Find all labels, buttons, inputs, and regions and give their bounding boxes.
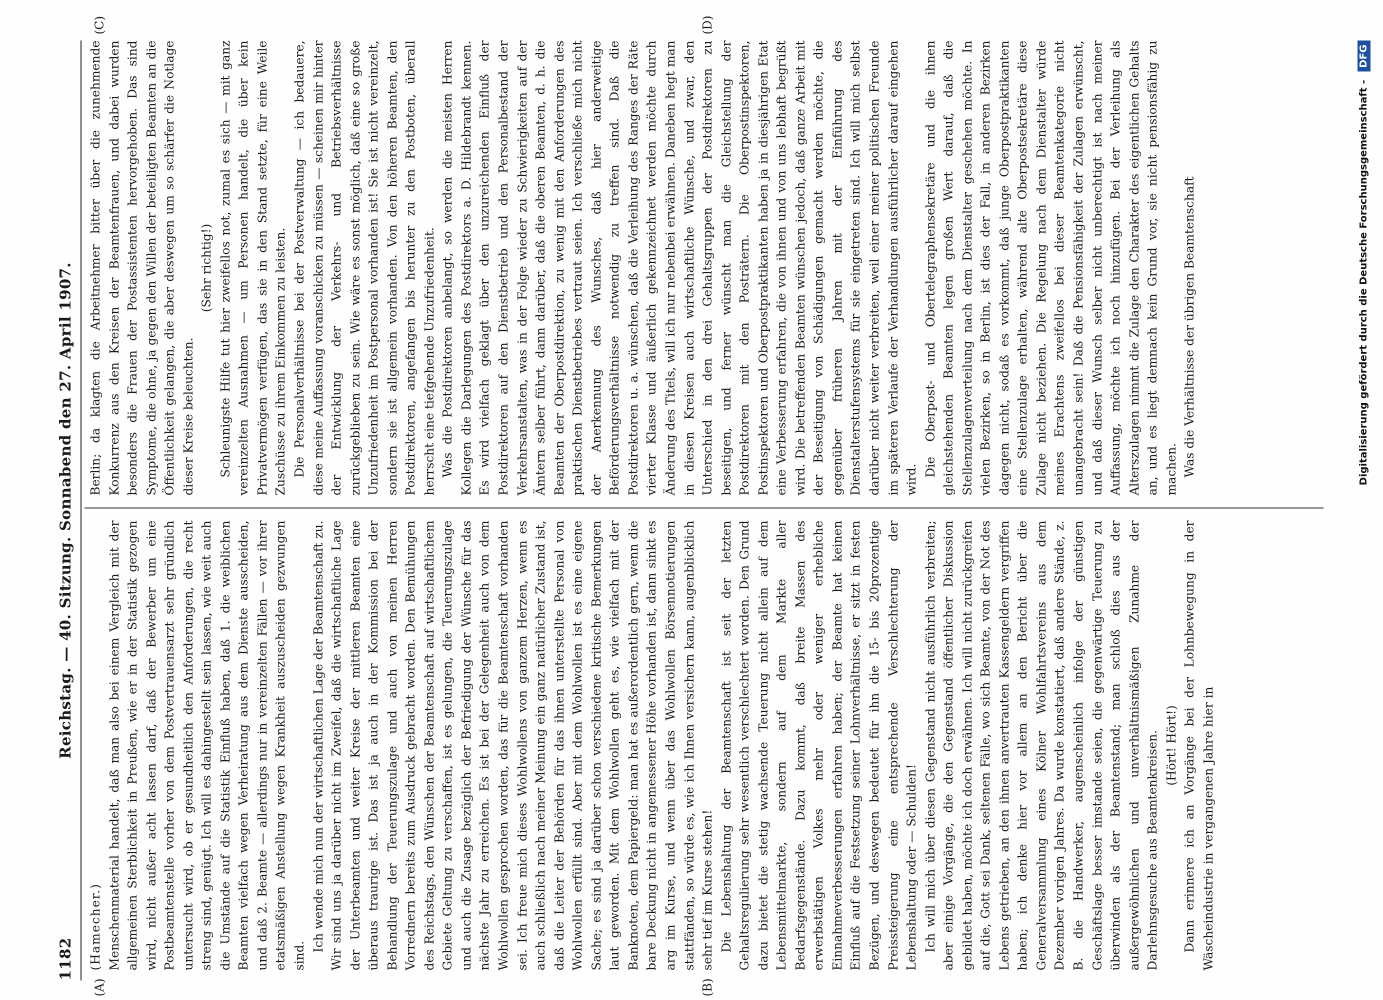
column-divider <box>84 507 1323 508</box>
paragraph: Berlin; da klagten die Arbeitnehmer bitter über die zunehmende Konkurrenz aus den Kreisen der Beamtenfrauen, und dabei wurden besonders die Frauen der Postassistenten hervorgehoben. Das sind Symptome, die ohne, ja gegen den Willen der beteiligten Beamten an die Öffentlichkeit gelangen, die aber deswegen um so schärfer die Notlage dieser Kreise beleuchten. <box>88 40 195 495</box>
paragraph: Dann erinnere ich an Vorgänge bei der Lohnbewegung in der Wäscheindustrie in vergangenen Jahre hier in <box>1182 520 1215 970</box>
margin-mark-c: (C) <box>92 15 106 34</box>
page-number: 1182 <box>56 937 74 980</box>
paragraph: Die Oberpost- und Obertelegraphensekretäre und die ihnen gleichstehenden Beamten legen großen Wert darauf, daß die Stellenzulagenverteilung nach dem Dienstalter geschehen möchte. In vielen Bezirken, so in Berlin, ist dies der Fall, in anderen Bezirken dagegen nicht, sodaß es vorkommt, daß junge Oberpostpraktikanten eine Stellenzulage erhalten, während alte Oberpostsekretäre diese Zulage nicht beziehen. Die Regelung nach dem Dienstalter würde meines Erachtens zweifellos bei dieser Beamtenkategorie nicht unangebracht sein! Daß die Pensionsfähigkeit der Zulagen erwünscht, und daß dieser Wunsch selber nicht unberechtigt ist nach meiner Auffassung, möchte ich noch hinzufügen. Bei der Verleihung als Alterszulagen nimmt die Zulage den Charakter des eigentlichen Gehalts an, und es liegt demnach kein Grund vor, sie nicht pensionsfähig zu machen. <box>922 40 1178 495</box>
margin-mark-b: (B) <box>700 977 714 996</box>
page-header <box>56 40 80 980</box>
margin-mark-a: (A) <box>92 977 106 996</box>
credit-text: Digitalisierung gefördert durch die Deutsche Forschungsgemeinschaft - <box>1358 79 1369 485</box>
header-rule <box>80 40 81 980</box>
paragraph: Schleunigste Hilfe tut hier zweifellos not, zumal es sich — mit ganz vereinzelten Ausnahmen — um Personen handelt, die über kein Privatvermögen verfügen, das sie in den Stand setzte, für eine Weile Zuschüsse zu ihrem Einkommen zu leisten. <box>217 40 288 495</box>
interjection: (Sehr richtig!) <box>199 223 214 312</box>
paragraph: Menschenmaterial handelt, daß man also bei einem Vergleich mit der allgemeinen Sterblichkeit in Preußen, wie er in der Statistik gezogen wird, nicht außer acht lassen darf, daß der Bewerber um eine Postbeamtenstelle vorher von dem Postvertrauensarzt sehr gründlich untersucht wird, ob er gesundheitlich den Anforderungen, die recht streng sind, genügt. Ich will es dahingestellt sein lassen, wie weit auch die Umstände auf die Statistik Einfluß haben, daß 1. die weiblichen Beamten vielfach wegen Verheiratung aus dem Dienste ausscheiden, und daß 2. Beamte — allerdings nur in vereinzelten Fällen — vor ihrer etatsmäßigen Anstellung wegen Krankheit auszuscheiden gezwungen sind. <box>106 520 307 970</box>
dfg-logo: DFG <box>1357 40 1370 71</box>
paragraph: Ich wende mich nun der wirtschaftlichen Lage der Beamtenschaft zu. Wir sind uns ja darüber nicht im Zweifel, daß die wirtschaftliche Lage der Unterbeamten und weiter Kreise der mittleren Beamten eine überaus traurige ist. Das ist ja auch in der Kommission bei der Behandlung der Teuerungszulage und auch von meinen Herren Vorrednern bereits zum Ausdruck gebracht worden. Den Bemühungen des Reichstags, den Wünschen der Beamtenschaft auf wirtschaftlichem Gebiete Geltung zu verschaffen, ist es gelungen, die Teuerungszulage und auch die Zusage bezüglich der Befriedigung der Wünsche für das nächste Jahr zu erreichen. Es ist bei der Gelegenheit auch von dem Wohlwollen gesprochen worden, das für die Beamtenschaft vorhanden sei. Ich freue mich dieses Wohlwollens von ganzem Herzen, wenn es auch schließlich nach meiner Meinung ein ganz natürlicher Zustand ist, daß die Leiter der Behörden für das ihnen unterstellte Personal von Wohlwollen erfüllt sind. Aber mit dem Wohlwollen ist es eine eigene Sache; es sind ja darüber schon verschiedene kritische Bemerkungen laut geworden. Mit dem Wohlwollen geht es, wie vielfach mit der Banknoten, dem Papiergeld: man hat es außerordentlich gern, wenn die bare Deckung nicht in angemessener Höhe vorhanden ist, dann sinkt es arg im Kurse, und wenn über das Wohlwollen Börsennotierungen stattfänden, so würde es, wie ich Ihnen versichern kann, augenblicklich sehr tief im Kurse stehen! <box>310 520 715 970</box>
paragraph: Ich will mich über diesen Gegenstand nicht ausführlich verbreiten; aber einige Vorgänge, die den Gegenstand öffentlicher Diskussion gebildet haben, möchte ich doch erwähnen. Ich will nicht zurückgreifen auf die, Gott sei Dank, seltenen Fälle, wo sich Beamte, von der Not des Lebens getrieben, an den ihnen anvertrauten Kassengeldern vergriffen haben; ich denke hier vor allem an den Bericht über die Generalversammlung eines Kölner Wohlfahrtsvereins aus dem Dezember vorigen Jahres. Da wurde konstatiert, daß andere Stände, z. B. die Handwerker, augenscheinlich infolge der günstigen Geschäftslage besser imstande seien, die gegenwärtige Teuerung zu überwinden als der Beamtenstand; man schloß dies aus der außergewöhnlichen und unverhältnismäßigen Zunahme der Darlehnsgesuche aus Beamtenkreisen. <box>922 520 1160 970</box>
margin-mark-d: (D) <box>700 15 714 34</box>
interjection: (Hört! Hört!) <box>1163 704 1178 786</box>
right-column <box>86 40 1323 495</box>
paragraph: Was die Verhältnisse der übrigen Beamtenschaft <box>1182 175 1197 477</box>
digitization-credit <box>1357 40 1373 980</box>
paragraph: Die Lebenshaltung der Beamtenschaft ist seit der letzten Gehaltsregulierung sehr wesentlich verschlechtert worden. Den Grund dazu bietet die stetig wachsende Teuerung nicht allein auf dem Lebensmittelmarkte, sondern auf dem Markte aller Bedarfsgegenstände. Dazu kommt, daß breite Massen des erwerbstätigen Volkes mehr oder weniger erhebliche Einnahmeverbesserungen erfahren haben; der Beamte hat keinen Einfluß auf die Festsetzung seiner Lohnverhältnisse, er sitzt in festen Bezügen, und deswegen bedeutet für ihn die 15- bis 20prozentige Preissteigerung eine entsprechende Verschlechterung der Lebenshaltung oder — Schulden! <box>718 520 919 970</box>
page-title: Reichstag. — 40. Sitzung. Sonnabend den 27. April 1907. <box>56 261 74 759</box>
paragraph: Was die Postdirektoren anbelangt, so werden die meisten Herren Kollegen die Darlegungen des Postdirektors a. D. Hildebrandt kennen. Es wird vielfach geklagt über den unzureichenden Einfluß der Postdirektoren auf den Dienstbetrieb und den Personalbestand der Verkehrsanstalten, was in der Folge wieder zu Schwierigkeiten auf der Ämtern selber führt, dann darüber, daß die oberen Beamten, d. h. die Beamten der Oberpostdirektion, zu wenig mit den Anforderungen des praktischen Dienstbetriebes vertraut seien. Ich verschließe mich nicht der Anerkennung des Wunsches, daß hier anderweitige Beförderungsverhältnisse notwendig zu treffen sind. Daß die Postdirektoren u. a. wünschen, daß die Verleihung des Ranges der Räte vierter Klasse und äußerlich gekennzeichnet werden möchte durch Änderung des Titels, will ich nur nebenbei erwähnen. Daneben hegt man in diesen Kreisen auch wirtschaftliche Wünsche, und zwar, den Unterschied in den drei Gehaltsgruppen der Postdirektoren zu beseitigen, und ferner wünscht man die Gleichstellung der Postdirektoren mit den Posträtern. Die Oberpostinspektoren, Postinspektoren und Oberpostpraktikanten haben ja in diesjährigen Etat eine Verbesserung erfahren, die von ihnen und von uns lebhaft begrüßt wird. Die betreffenden Beamten wünschen jedoch, daß ganze Arbeit mit der Beseitigung von Schädigungen gemacht werden möchte, die gegenüber früheren Jahren mit der Einführung des Dienstalterstufensystems für sie eingetreten sind. Ich will mich selbst darüber nicht weiter verbreiten, weil einer meiner politischen Freunde im späteren Verlaufe der Verhandlungen ausführlicher darauf eingehen wird. <box>440 40 919 495</box>
speaker-name: (Hamecher.) <box>88 882 102 970</box>
paragraph: Die Personalverhältnisse bei der Postverwaltung — ich bedauere, diese meine Auffassung voranschicken zu müssen — scheinen mir hinter der Entwicklung der Verkehrs- und Betriebsverhältnisse zurückgeblieben zu sein. Wie wäre es sonst möglich, daß eine so große Unzufriedenheit im Postpersonal vorhanden ist! Sie ist nicht vereinzelt, sondern sie ist allgemein vorhanden. Von den höheren Beamten, den Postdirektoren, angefangen bis herunter zu den Postboten, überall herrscht eine tiefgehende Unzufriedenheit. <box>292 40 436 495</box>
left-column <box>86 520 1323 970</box>
